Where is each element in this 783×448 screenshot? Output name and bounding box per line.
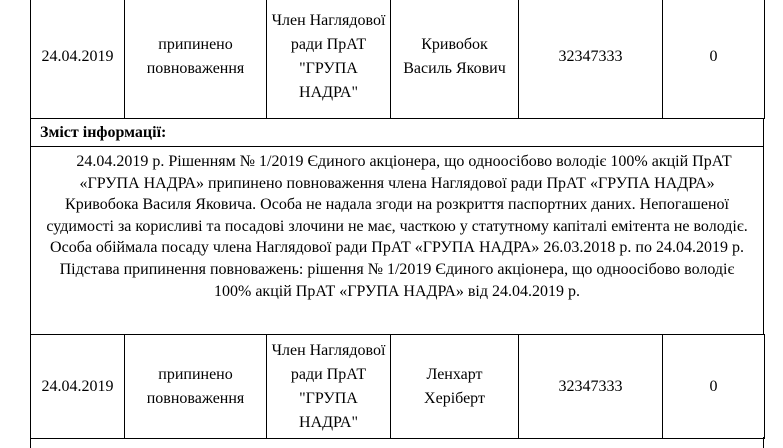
action-cell: припинено повноваження (125, 335, 267, 439)
position-cell: Член Наглядової ради ПрАТ "ГРУПА НАДРА" (267, 0, 391, 119)
table-row (30, 0, 765, 119)
date-cell: 24.04.2019 (31, 335, 125, 439)
position-cell: Член Наглядової ради ПрАТ "ГРУПА НАДРА" (267, 335, 391, 439)
person-cell: Кривобок Василь Якович (391, 0, 519, 119)
info-heading: Зміст інформації: (30, 118, 764, 147)
info-text (30, 147, 764, 335)
share-cell: 0 (663, 0, 765, 119)
person-cell: Ленхарт Херіберт (391, 335, 519, 439)
action-cell: припинено повноваження (125, 0, 267, 119)
share-cell: 0 (663, 335, 765, 439)
code-cell: 32347333 (519, 0, 663, 119)
code-cell: 32347333 (519, 335, 663, 439)
info-text-content: 24.04.2019 р. Рішенням № 1/2019 Єдиного акціонера, що одноосібово володіє 100% акцій ПрАТ «ГРУПА НАДРА» припинено повноваження члена Наглядової ради ПрАТ «ГРУПА НАДРА» Кривобока Василя Яковича. Особа не надала згоди на розкриття паспортних даних. Непогашеної судимості за корисливі та посадові злочини не має, часткою у статутному капіталі емітента не володіє. Особа обіймала посаду члена Наглядової ради ПрАТ «ГРУПА НАДРА» 26.03.2018 р. по 24.04.2019 р. Підстава припинення повноважень: рішення № 1/2019 Єдиного акціонера, що одноосібово володіє 100% акцій ПрАТ «ГРУПА НАДРА» від 24.04.2019 р. (46, 153, 748, 300)
next-info-block (30, 437, 764, 448)
date-cell: 24.04.2019 (31, 0, 125, 119)
table-row (30, 334, 765, 439)
